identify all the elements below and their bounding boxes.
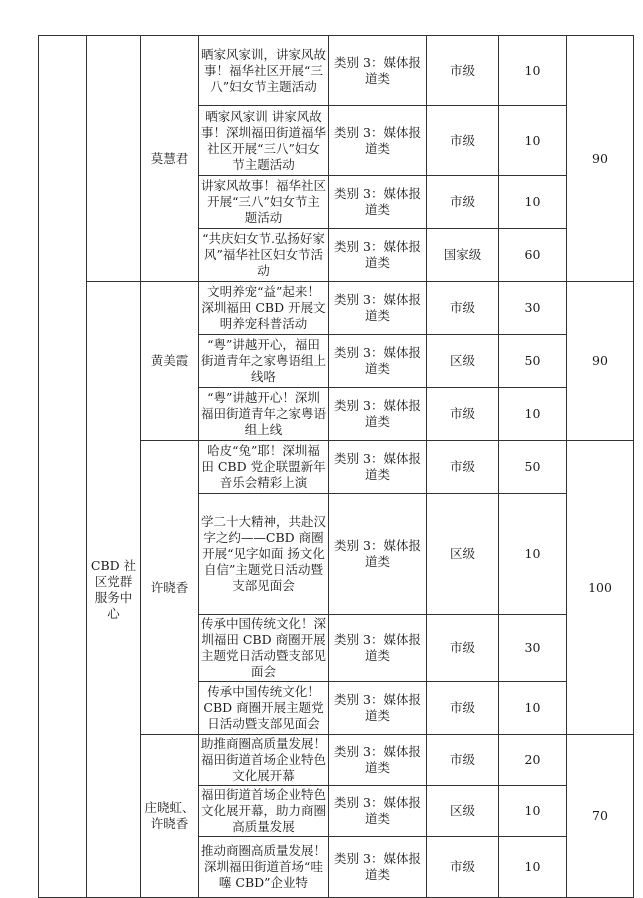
report-category: 类别 3：媒体报道类: [329, 36, 427, 106]
report-level: 市级: [427, 837, 499, 898]
report-level: 市级: [427, 615, 499, 682]
report-category: 类别 3：媒体报道类: [329, 176, 427, 229]
report-level: 市级: [427, 282, 499, 335]
report-level: 区级: [427, 494, 499, 615]
report-title: “共庆妇女节.弘扬好家风”福华社区妇女节活动: [199, 229, 329, 282]
report-title: 晒家风家训 讲家风故事！深圳福田街道福华社区开展“三八”妇女节主题活动: [199, 106, 329, 176]
report-level: 市级: [427, 441, 499, 494]
report-category: 类别 3：媒体报道类: [329, 615, 427, 682]
report-category: 类别 3：媒体报道类: [329, 229, 427, 282]
report-score: 10: [499, 388, 567, 441]
report-category: 类别 3：媒体报道类: [329, 441, 427, 494]
person-total-score: 90: [567, 36, 634, 282]
table-row: [39, 36, 634, 106]
unit-cell-top: [87, 36, 141, 282]
report-title: 传承中国传统文化！深圳福田 CBD 商圈开展主题党日活动暨支部见面会: [199, 615, 329, 682]
person-total-score: 70: [567, 735, 634, 898]
report-score: 10: [499, 837, 567, 898]
table-row: [39, 282, 634, 335]
report-category: 类别 3：媒体报道类: [329, 837, 427, 898]
person-name: 许晓香: [141, 441, 199, 735]
report-title: 讲家风故事！福华社区开展“三八”妇女节主题活动: [199, 176, 329, 229]
report-score: 60: [499, 229, 567, 282]
report-score: 50: [499, 441, 567, 494]
report-score: 10: [499, 106, 567, 176]
report-category: 类别 3：媒体报道类: [329, 388, 427, 441]
report-score: 10: [499, 786, 567, 837]
report-score: 20: [499, 735, 567, 786]
report-category: 类别 3：媒体报道类: [329, 106, 427, 176]
report-score: 30: [499, 282, 567, 335]
report-category: 类别 3：媒体报道类: [329, 735, 427, 786]
report-level: 市级: [427, 682, 499, 735]
report-level: 区级: [427, 786, 499, 837]
unit-name: CBD 社区党群服务中心: [87, 282, 141, 898]
report-category: 类别 3：媒体报道类: [329, 494, 427, 615]
report-score: 30: [499, 615, 567, 682]
report-score: 10: [499, 36, 567, 106]
report-title: 助推商圈高质量发展！福田街道首场企业特色文化展开幕: [199, 735, 329, 786]
report-category: 类别 3：媒体报道类: [329, 335, 427, 388]
report-title: 晒家风家训，讲家风故事！福华社区开展“三八”妇女节主题活动: [199, 36, 329, 106]
report-level: 区级: [427, 335, 499, 388]
report-title: 福田街道首场企业特色文化展开幕，助力商圈高质量发展: [199, 786, 329, 837]
report-score: 10: [499, 176, 567, 229]
report-title: 文明养宠“益”起来！深圳福田 CBD 开展文明养宠科普活动: [199, 282, 329, 335]
report-category: 类别 3：媒体报道类: [329, 786, 427, 837]
report-category: 类别 3：媒体报道类: [329, 682, 427, 735]
report-title: “粤”讲越开心！深圳福田街道青年之家粤语组上线: [199, 388, 329, 441]
report-title: 传承中国传统文化！CBD 商圈开展主题党日活动暨支部见面会: [199, 682, 329, 735]
report-level: 市级: [427, 176, 499, 229]
person-total-score: 100: [567, 441, 634, 735]
report-title: “粤”讲越开心，福田街道青年之家粤语组上线咯: [199, 335, 329, 388]
report-level: 国家级: [427, 229, 499, 282]
person-name: 黄美霞: [141, 282, 199, 441]
person-name: 莫慧君: [141, 36, 199, 282]
report-title: 推动商圈高质量发展！深圳福田街道首场“哇噻 CBD”企业特: [199, 837, 329, 898]
report-level: 市级: [427, 36, 499, 106]
report-title: 哈皮“兔”耶！深圳福田 CBD 党企联盟新年音乐会精彩上演: [199, 441, 329, 494]
report-level: 市级: [427, 388, 499, 441]
blank-first-column: [39, 36, 87, 898]
report-category: 类别 3：媒体报道类: [329, 282, 427, 335]
report-score: 50: [499, 335, 567, 388]
report-level: 市级: [427, 106, 499, 176]
report-score: 10: [499, 494, 567, 615]
person-total-score: 90: [567, 282, 634, 441]
person-name: 庄晓虹、许晓香: [141, 735, 199, 898]
report-title: 学二十大精神，共赴汉字之约——CBD 商圈开展“见字如面 扬文化自信”主题党日活动暨支部见面会: [199, 494, 329, 615]
award-table: [38, 35, 634, 898]
report-level: 市级: [427, 735, 499, 786]
report-score: 10: [499, 682, 567, 735]
